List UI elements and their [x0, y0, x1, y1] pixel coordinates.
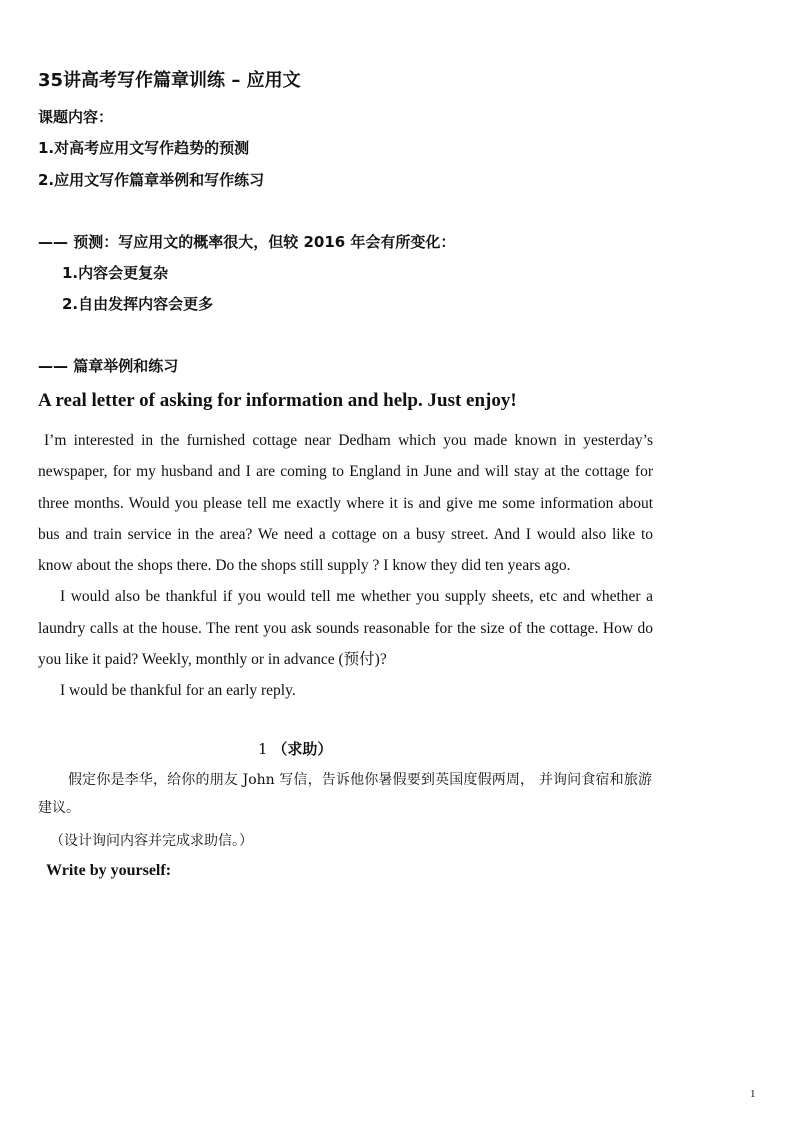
examples-heading: —— 篇章举例和练习 [38, 357, 179, 375]
prediction-item-2: 2.自由发挥内容会更多 [62, 295, 214, 313]
outline-item-2: 2.应用文写作篇章举例和写作练习 [38, 171, 265, 189]
outline-label: 课题内容： [38, 108, 114, 126]
exercise-number-value: 1 [258, 740, 268, 758]
exercise-prompt-block [38, 766, 652, 822]
sample-letter [38, 425, 653, 707]
write-by-yourself-label: Write by yourself: [46, 862, 172, 879]
letter-heading: A real letter of asking for information and help. Just enjoy! [38, 390, 517, 411]
page-title: 35讲高考写作篇章训练 – 应用文 [38, 70, 301, 91]
letter-paragraph-1: I’m interested in the furnished cottage near Dedham which you made known in yesterday’s newspaper, for my husband and I are coming to England in June and will stay at the cottage for three months. Would you please tell me exactly where it is and give me some information about bus and train service in the area? We need a cottage on a busy street. And I would also like to know about the shops there. Do the shops still supply ? I know they did ten years ago. [38, 432, 653, 575]
prediction-heading: —— 预测：写应用文的概率很大，但较 2016 年会有所变化： [38, 233, 456, 251]
exercise-prompt: 假定你是李华，给你的朋友 John 写信，告诉他你暑假要到英国度假两周， 并询问食宿和旅游建议。 [38, 772, 652, 816]
outline-item-1: 1.对高考应用文写作趋势的预测 [38, 139, 250, 157]
letter-paragraph-3: I would be thankful for an early reply. [60, 682, 296, 700]
exercise-number [258, 738, 332, 759]
exercise-hint: （设计询问内容并完成求助信。） [50, 833, 253, 849]
letter-paragraph-2: I would also be thankful if you would tell me whether you supply sheets, etc and whether a laundry calls at the house. The rent you ask sounds reasonable for the size of the cottage. How do you like it paid? Weekly, monthly or in advance (预付)? [38, 588, 653, 669]
exercise-type-label: （求助） [272, 740, 333, 758]
page-number: 1 [750, 1088, 756, 1100]
prediction-item-1: 1.内容会更复杂 [62, 264, 169, 282]
